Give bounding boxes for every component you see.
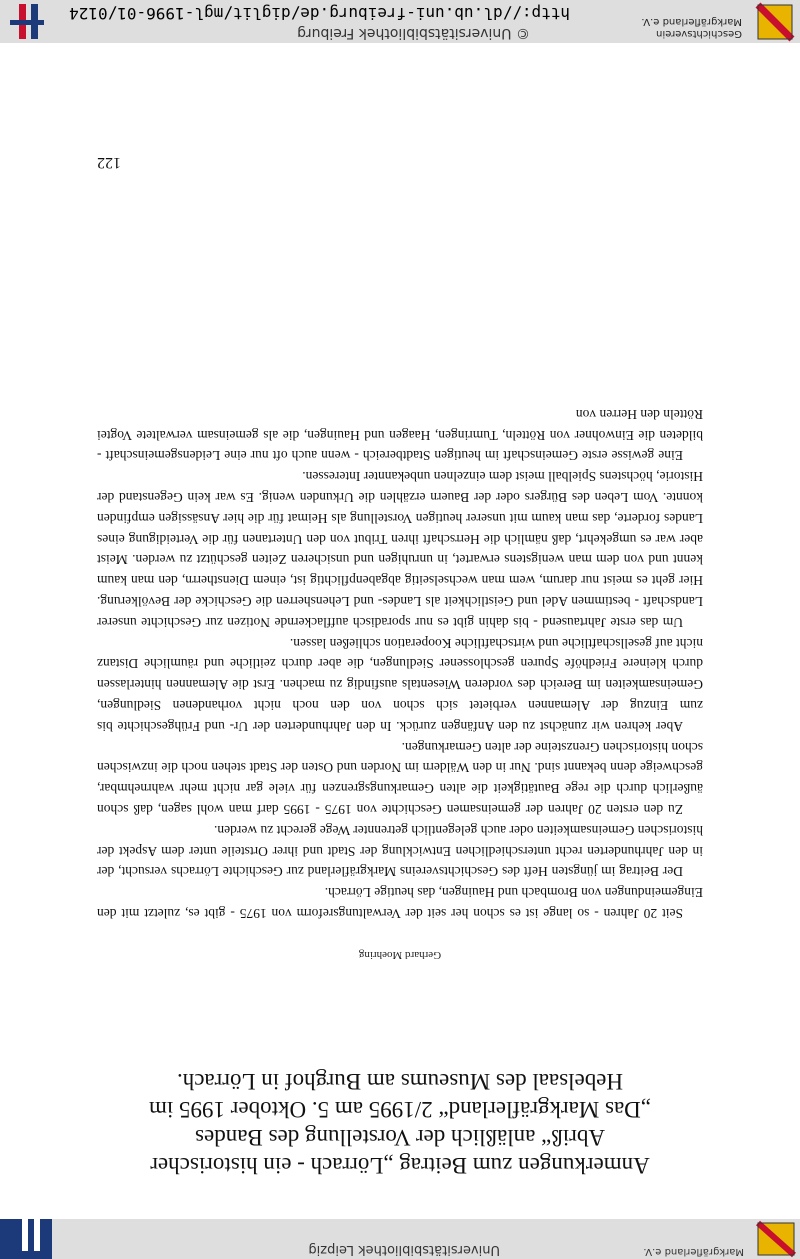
library-logo-icon [0,1219,52,1259]
copyright-text: © Universitätsbibliothek Freiburg [297,25,530,41]
verein-label-line: Geschichtsverein [656,28,742,39]
article-body [97,403,703,923]
paragraph: Der Beitrag im jüngsten Heft des Geschichtsvereins Markgräflerland zur Geschichte Lörrachs versucht, der in den Jahrhunderten recht unterschiedlichen Entwicklung der Stadt und ihrer Ortsteile unter dem Aspekt der historischen Gemeinsamkeiten oder auch gelegentlich getrennter Wege gerecht zu werden. [97,822,703,880]
header-brand-text: Markgräflerland e.V. [643,1246,744,1257]
article-title [0,1067,800,1179]
paragraph: Um das erste Jahrtausend - bis dahin gibt es nur sporadisch aufflackernde Notizen zur Geschichte unserer Landschaft - bestimmen Adel und Geistlichkeit als Landes- und Lehensherren die Geschicke der Bevölkerung. Hier geht es meist nur darum, wem man wechselseitig abgabenpflichtig ist, einem Dienstherrn, den man kaum kennt und von dem man wenigstens erwartet, in unruhigen und unsicheren Zeiten geschützt zu werden. Meist aber war es umgekehrt, daß nämlich die Herrschaft ihren Tribut von den Untertanen für die Verteidigung eines Landes forderte, das man kaum mit unserer heutigen Vorstellung als Heimat für die hier Ansässigen empfinden konnte. Vom Leben des Bürgers oder der Bauern erzählen die Urkunden wenig. Es war kein Gegenstand der Historie, höchstens Spielball meist dem einzelnen unbekannter Interessen. [97,469,703,630]
paragraph: Aber kehren wir zunächst zu den Anfängen zurück. In den Jahrhunderten der Ur- und Frühgeschichte bis zum Einzug der Alemannen verbietet sich schon von den noch nicht vorhandenen Siedlungen, Gemeinsamkeiten im Bereich des vorderen Wiesentals ausfindig zu machen. Erst die Alemannen hinterlassen durch kleinere Friedhöfe Spuren geschlossener Siedlungen, die aber durch zeitliche und räumliche Distanz nicht auf gesellschaftliche und wirtschaftliche Kooperation schließen lassen. [97,635,703,734]
paragraph: Zu den ersten 20 Jahren der gemeinsamen Geschichte von 1975 - 1995 darf man wohl sagen, daß schon äußerlich durch die rege Bautätigkeit die alten Gemarkungsgrenzen für viele gar nicht mehr wahrnehmbar, geschweige denn bekannt sind. Nur in den Wäldern im Norden und Osten der Stadt stehen noch die inzwischen schon historischen Grenzsteine der alten Gemarkungen. [97,739,703,818]
header-library-text: Universitätsbibliothek Leipzig [308,1242,500,1257]
verein-label-line: Markgräflerland e.V. [641,16,742,27]
verein-label [641,15,742,39]
paragraph: Seit 20 Jahren - so lange ist es schon her seit der Verwaltungsreform von 1975 - gibt es, zuletzt mit den Eingemeindungen von Brombach und Hauingen, das heutige Lörrach. [97,885,703,921]
crest-icon [752,1219,800,1259]
title-line: Hebelsaal des Museums am Burghof in Lörrach. [176,1069,624,1094]
title-line: Abriß“ anläßlich der Vorstellung des Bandes [195,1125,605,1150]
viewer-footer [0,0,800,43]
verein-crest-icon [752,0,800,43]
permalink-url[interactable]: http://dl.ub.uni-freiburg.de/diglit/mgl-1996-01/0124 [69,4,570,23]
author-name: Gerhard Moehring [358,949,442,961]
page-number: 122 [97,154,121,171]
title-line: Anmerkungen zum Beitrag „Lörrach - ein historischer [150,1153,650,1178]
viewer-header [0,1219,800,1259]
title-line: „Das Markgräflerland“ 2/1995 am 5. Oktober 1995 im [148,1097,652,1122]
university-logo-icon [0,0,52,43]
paragraph: Eine gewisse erste Gemeinschaft im heutigen Stadtbereich - wenn auch oft nur eine Leidensgemeinschaft - bildeten die Einwohner von Rötteln, Tumringen, Haagen und Hauingen, die als gemeinsam verwaltete Vogtei Rötteln den Herren von [97,406,703,464]
